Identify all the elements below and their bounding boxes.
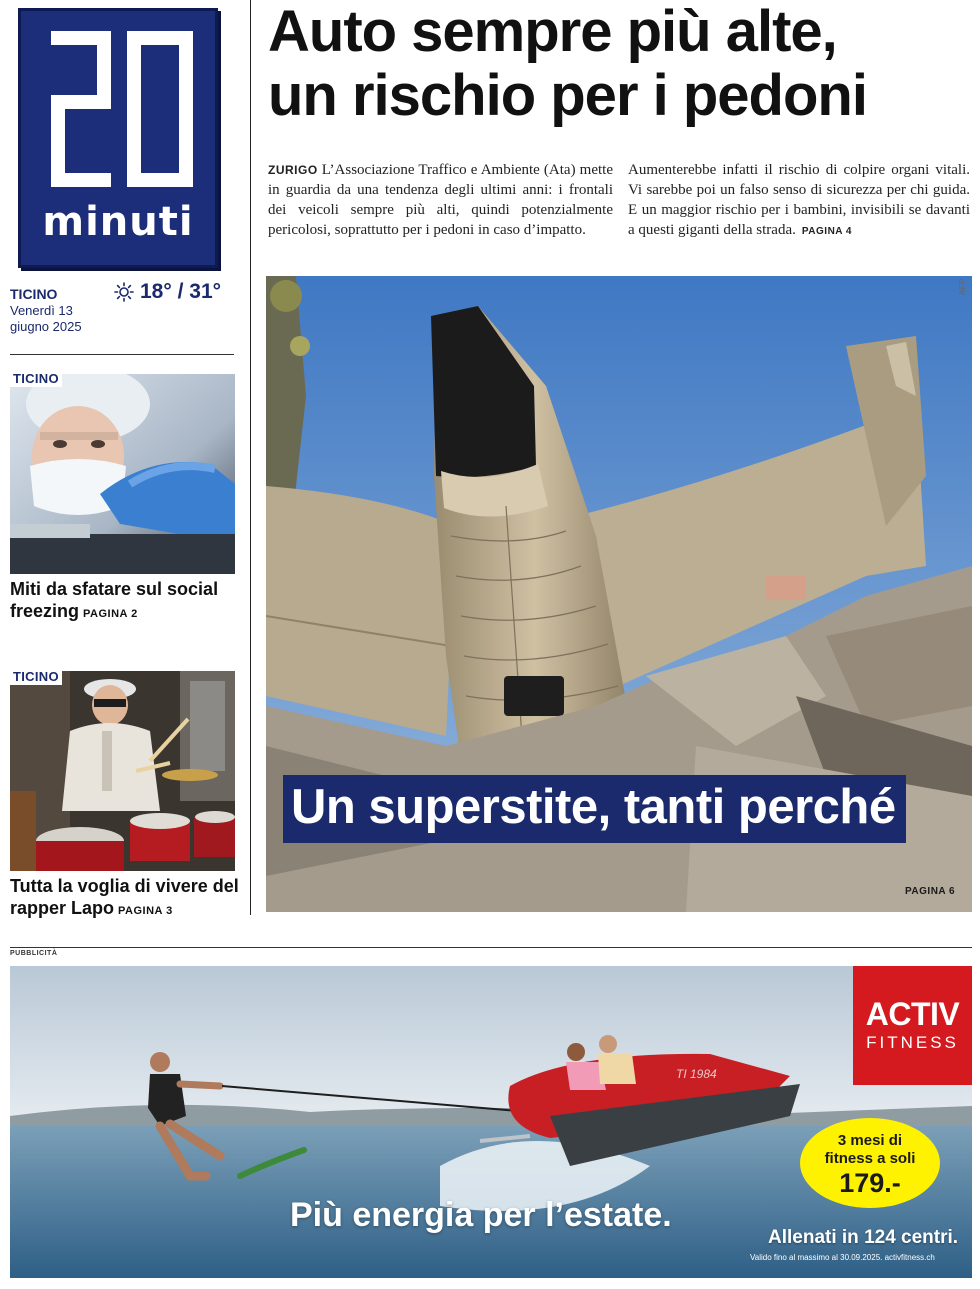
ad-label: PUBBLICITÀ [10, 950, 58, 957]
ad-centers: Allenati in 124 centri. [768, 1227, 959, 1248]
teaser-title-text: Tutta la voglia di vivere del rapper Lapo [10, 876, 239, 918]
divider [10, 354, 234, 355]
lead-body-text-2: Aumenterebbe infatti il rischio di colpire organi vitali. Vi sarebbe poi un falso senso di sicurezza per chi guida. E un maggior rischio per i bambini, invisibili se davanti a questi giganti della strada. [628, 162, 970, 238]
offer-badge[interactable] [800, 1118, 940, 1208]
weather-widget [114, 280, 221, 304]
offer-line-2: fitness a soli [824, 1150, 916, 1167]
logo-number-text: 20 [47, 31, 49, 32]
edition-region: TICINO [10, 286, 58, 302]
main-photo-caption[interactable]: Un superstite, tanti perché [283, 775, 906, 843]
photo-credit: AFP [958, 278, 967, 296]
teaser-tag: TICINO [10, 370, 62, 387]
dateline-place: ZURIGO [268, 163, 318, 177]
teaser-image-drummer[interactable] [10, 671, 235, 871]
logo-20-minuti[interactable] [18, 8, 218, 268]
teaser-page-ref: PAGINA 3 [118, 905, 173, 917]
sun-icon [114, 282, 134, 302]
column-divider [250, 0, 251, 915]
weather-temperature: 18° / 31° [140, 280, 222, 303]
lead-body-text-1: L’Associazione Traffico e Ambiente (Ata) mette in guardia da una tendenza degli ultimi anni: i frontali dei veicoli sempre più alti, quindi potenzialmente pericolosi, soprattutto per i pedoni in caso d’impatto. [268, 162, 613, 238]
edition-date [10, 303, 130, 335]
teaser-title-text: Miti da sfatare sul social freezing [10, 579, 219, 621]
activ-brand-line-1: ACTIV [865, 996, 960, 1032]
headline-line-2: un rischio per i pedoni [268, 63, 867, 128]
lead-body-column-1 [268, 160, 613, 240]
offer-price: 179.- [839, 1168, 901, 1198]
lead-body-column-2 [628, 160, 970, 242]
ad-slogan: Più energia per l’estate. [290, 1196, 672, 1234]
ad-divider [10, 947, 972, 948]
logo-word: minuti [42, 199, 194, 245]
lead-headline[interactable] [268, 0, 968, 128]
offer-line-1: 3 mesi di [837, 1132, 903, 1149]
teaser-page-ref: PAGINA 2 [83, 608, 138, 620]
date-line-1: Venerdì 13 [10, 303, 73, 318]
lead-page-ref: PAGINA 4 [801, 226, 852, 237]
ad-fine-print: Valido fino al massimo al 30.09.2025. activfitness.ch [750, 1253, 935, 1262]
teaser-title[interactable] [10, 578, 250, 625]
teaser-image-lab[interactable] [10, 374, 235, 574]
logo-number [47, 31, 197, 191]
activ-fitness-logo[interactable] [853, 966, 972, 1085]
headline-line-1: Auto sempre più alte, [268, 0, 837, 64]
activ-brand-line-2: FITNESS [866, 1033, 959, 1052]
teaser-tag: TICINO [10, 668, 62, 685]
date-line-2: giugno 2025 [10, 319, 82, 334]
main-photo-page-ref: PAGINA 6 [905, 886, 956, 897]
boat-number: TI 1984 [676, 1067, 717, 1081]
teaser-title[interactable] [10, 875, 250, 922]
